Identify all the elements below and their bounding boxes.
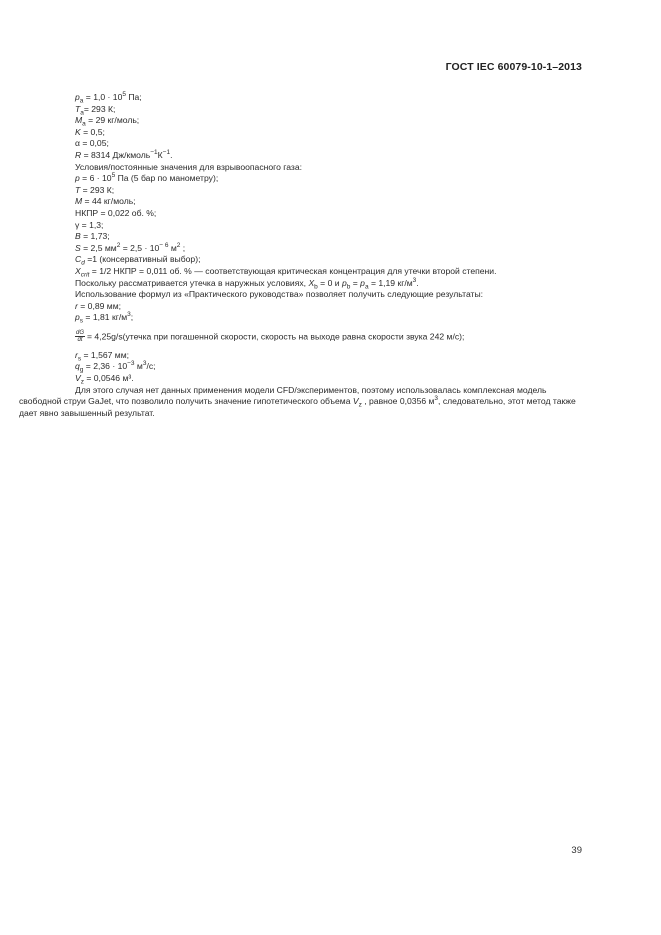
text-line: T = 293 К; bbox=[75, 184, 115, 195]
text-line: $q_g = 2,36 \cdot 10^{-3}$ $м^3/с$; bbox=[75, 360, 156, 375]
text-line: γ = 1,3; bbox=[75, 219, 104, 230]
text-line: $V_z = 0,0546$ м³. bbox=[75, 373, 134, 386]
text-line: Использование формул из «Практического руководства» позволяет получить следующие результаты: bbox=[75, 289, 484, 300]
text-line: S = 2,5 $мм^2 = 2,5 \cdot 10^{- 6}$ $м^2$ ; bbox=[75, 241, 186, 253]
text-line: $C_d =1$ (консервативный выбор); bbox=[75, 254, 201, 268]
text-line: $p = 6 \cdot 10^5$ Па (5 бар по манометру); bbox=[75, 172, 219, 184]
page-number: 39 bbox=[571, 845, 582, 856]
text-line: α = 0,05; bbox=[75, 138, 109, 149]
text-line: R = 8314 $Дж/кмоль^{-1}К^{-1}$. bbox=[75, 149, 173, 160]
document-body bbox=[19, 91, 585, 419]
conclusion-paragraph: Для этого случая нет данных применения модели CFD/экспериментов, поэтому использовалась комплексная модель свободной струи GaJet, что позволило получить значение гипотетического объема $V_z$ , равное 0,0356 $м^3$, следовательно, этот метод также дает явно завышенный результат. bbox=[19, 384, 576, 418]
formula-line: $\frac{dG}{dt}$ = 4,25g/s(утечка при погашенной скорости, скорость на выходе равна скорости звука 242 м/с); bbox=[76, 329, 465, 344]
text-line: Поскольку рассматривается утечка в наружных условиях, $X_b = 0$ и $p_b = p_a = 1,19$ $кг/м^3$. bbox=[75, 276, 419, 291]
fraction: $\frac{dG}{dt}$ bbox=[76, 329, 85, 344]
text-line: $M_a = 29$ кг/моль; bbox=[75, 115, 140, 128]
text-line: НКПР = 0,022 об. %; bbox=[75, 207, 157, 218]
text-line: Условия/постоянные значения для взрывоопасного газа: bbox=[75, 161, 303, 172]
text-line: $p_a = 1,0 \cdot 10^5$ Па; bbox=[75, 91, 142, 105]
text-line: $p_s = 1,81$ $кг/м^3$; bbox=[75, 311, 134, 325]
text-line: $r_s = 1,567$ мм; bbox=[75, 349, 130, 363]
text-line: K = 0,5; bbox=[75, 126, 105, 137]
document-header: ГОСТ IEC 60079-10-1–2013 bbox=[445, 61, 582, 73]
text-line: M = 44 кг/моль; bbox=[75, 196, 136, 207]
text-line: $X_{crit} = 1/2$ НКПР = 0,011 об. % — соответствующая критическая концентрация для утечки второй степени. bbox=[75, 265, 497, 279]
text-line: $T_a= 293$ К; bbox=[75, 103, 116, 117]
text-line: r = 0,89 мм; bbox=[75, 300, 121, 311]
text-line: B = 1,73; bbox=[75, 231, 110, 242]
